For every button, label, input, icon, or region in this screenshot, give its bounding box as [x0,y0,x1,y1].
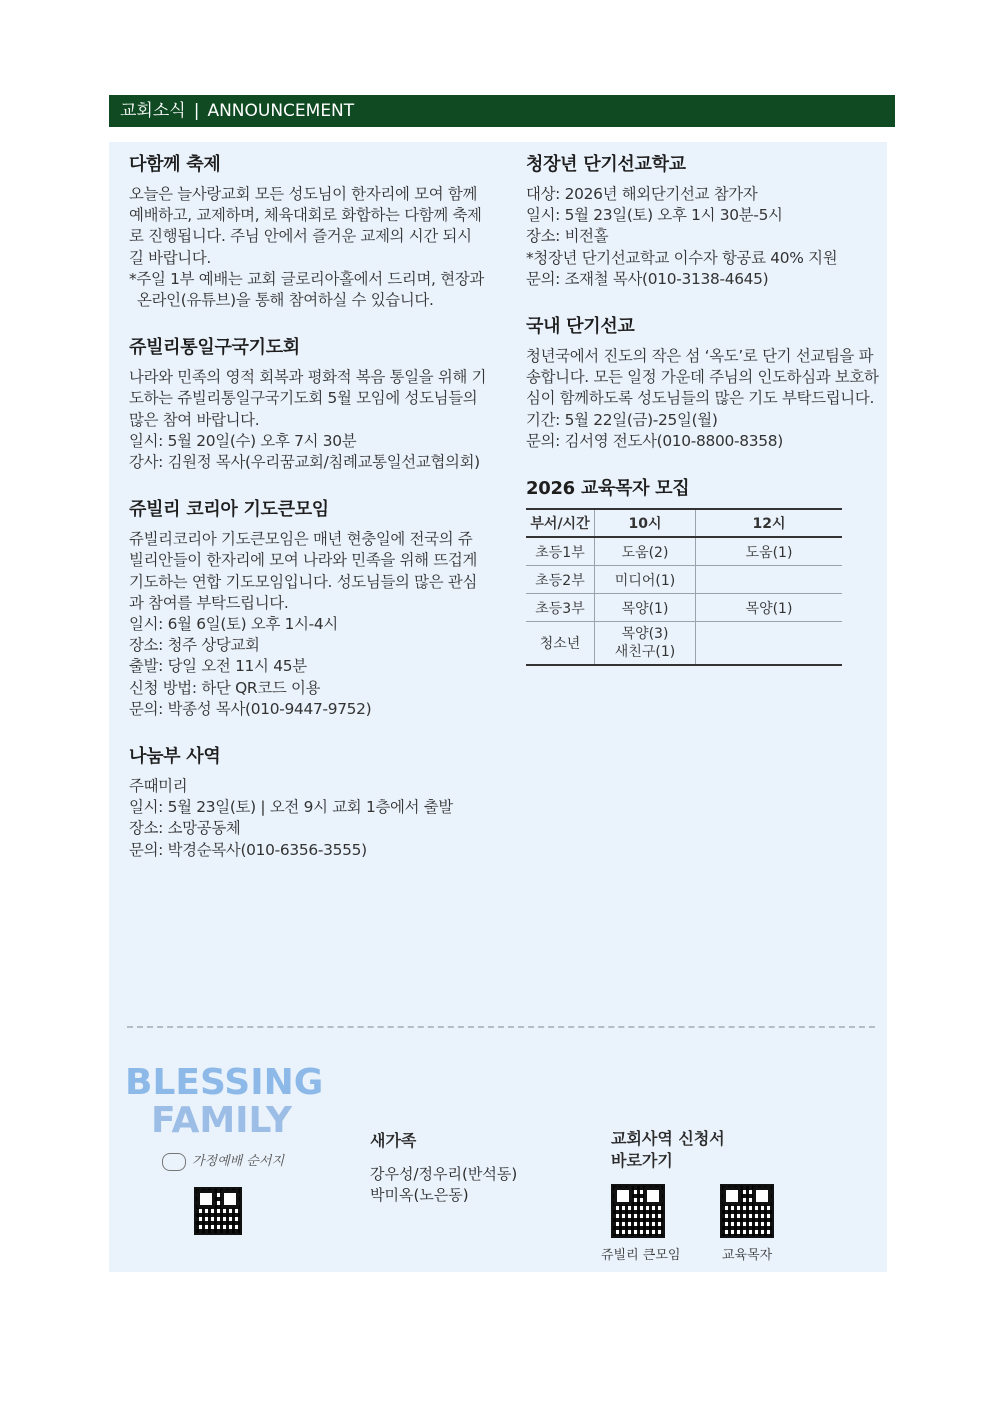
section-line: 기간: 5월 22일(금)-25일(월) [526,410,718,429]
table-row [526,622,842,666]
section-line: 일시: 6월 6일(토) 오후 1시-4시 [129,615,338,634]
new-family-title: 새가족 [370,1131,417,1150]
section-line: 문의: 김서영 전도사(010-8800-8358) [526,431,783,450]
table-row [526,537,842,566]
qr-code-icon[interactable] [611,1184,665,1238]
section-title: 나눔부 사역 [129,746,221,768]
blessing-family-logo [125,1064,325,1140]
table-cell: 청소년 [526,622,595,666]
qr-label: 쥬빌리 큰모임 [601,1248,681,1263]
table-cell [595,622,696,666]
section-line: *청장년 단기선교학교 이수자 항공료 40% 지원 [526,248,838,267]
left-column [129,150,501,883]
table-header-cell: 부서/시간 [526,509,595,537]
blessing-subtitle-text: 가정예배 순서지 [192,1154,285,1169]
section-line: 심이 함께하도록 성도님들의 많은 기도 부탁드립니다. [526,389,875,408]
section-line: 오늘은 늘사랑교회 모든 성도님이 한자리에 모여 함께 [129,185,478,203]
announcement-panel [109,142,887,1272]
qr-code-icon[interactable] [194,1187,242,1235]
right-column [526,150,886,688]
table-cell-line: 목양(3) [621,626,669,643]
section-line: 예배하고, 교제하며, 체육대회로 화합하는 다함께 축제 [129,206,482,225]
section-line: 장소: 청주 상당교회 [129,636,260,655]
qr-code-icon[interactable] [720,1184,774,1238]
table-cell: 초등3부 [526,594,595,622]
section-title: 국내 단기선교 [526,316,635,338]
header-title-ko: 교회소식 [120,101,186,121]
table-header-cell: 12시 [696,509,843,537]
table-cell: 목양(1) [696,594,843,622]
table-cell: 미디어(1) [595,566,696,594]
new-family-name: 박미옥(노은동) [370,1186,469,1204]
section-line: 쥬빌리코리아 기도큰모임은 매년 현충일에 전국의 쥬 [129,530,473,549]
section-jubilee-korea [129,495,501,720]
table-row [526,566,842,594]
recruit-table [526,508,842,666]
section-title: 쥬빌리 코리아 기도큰모임 [129,499,329,521]
application-subtitle: 바로가기 [611,1151,673,1170]
section-line: 온라인(유튜브)을 통해 참여하실 수 있습니다. [137,291,434,310]
section-line: 문의: 박종성 목사(010-9447-9752) [129,699,372,718]
section-line: 로 진행됩니다. 주님 안에서 즐거운 교제의 시간 되시 [129,227,472,246]
section-line: 청년국에서 진도의 작은 섬 ‘옥도’로 단기 선교팀을 파 [526,347,874,366]
family-word: FAMILY [151,1100,292,1141]
table-cell: 초등1부 [526,537,595,566]
section-line: 나라와 민족의 영적 회복과 평화적 복음 통일을 위해 기 [129,368,487,387]
section-recruit [526,474,886,666]
section-line: 장소: 소망공동체 [129,819,241,838]
section-line: 장소: 비전홀 [526,227,609,246]
section-line: 과 참여를 부탁드립니다. [129,593,289,612]
section-mission-school [526,150,886,290]
section-domestic-mission [526,312,886,452]
section-line: 주때미리 [129,777,188,796]
table-row [526,594,842,622]
table-cell-line: 새친구(1) [614,644,676,661]
ministry-application [611,1128,725,1172]
application-title: 교회사역 신청서 [611,1129,725,1148]
new-family [370,1128,517,1206]
section-line: 출발: 당일 오전 11시 45분 [129,657,307,676]
section-jubilee-prayer [129,333,501,473]
table-cell [696,622,843,666]
section-line: 문의: 박경순목사(010-6356-3555) [129,840,367,859]
section-line: 강사: 김원정 목사(우리꿈교회/침례교통일선교협의회) [129,453,480,472]
section-line: 일시: 5월 20일(수) 오후 7시 30분 [129,431,357,450]
section-sharing [129,742,501,861]
section-title: 2026 교육목자 모집 [526,478,690,500]
header-separator: | [193,101,200,121]
section-line: *주일 1부 예배는 교회 글로리아홀에서 드리며, 현장과 [129,269,484,288]
section-title: 다함께 축제 [129,154,221,175]
section-line: 대상: 2026년 해외단기선교 참가자 [526,185,758,203]
section-line: 송합니다. 모든 일정 가운데 주님의 인도하심과 보호하 [526,368,879,387]
section-line: 기도하는 연합 기도모임입니다. 성도님들의 많은 관심 [129,572,478,591]
section-title: 쥬빌리통일구국기도회 [129,337,300,359]
header-title-en: ANNOUNCEMENT [207,101,355,121]
section-line: 빌리안들이 한자리에 모여 나라와 민족을 위해 뜨겁게 [129,551,478,570]
section-line: 문의: 조재철 목사(010-3138-4645) [526,269,769,288]
section-line: 많은 참여 바랍니다. [129,410,260,429]
section-line: 신청 방법: 하단 QR코드 이용 [129,678,321,697]
section-line: 일시: 5월 23일(토) | 오전 9시 교회 1층에서 출발 [129,798,453,817]
section-line: 일시: 5월 23일(토) 오후 1시 30분-5시 [526,206,783,225]
section-line: 길 바랍니다. [129,248,212,267]
announcement-header [109,95,895,127]
family-icon [162,1153,186,1171]
blessing-subtitle [162,1150,284,1171]
table-cell [696,566,843,594]
table-cell: 초등2부 [526,566,595,594]
section-title: 청장년 단기선교학교 [526,154,686,175]
table-cell: 도움(1) [696,537,843,566]
dashed-divider [127,1026,875,1028]
table-header-row [526,509,842,537]
qr-label: 교육목자 [722,1248,773,1263]
table-cell: 도움(2) [595,537,696,566]
blessing-word: BLESSING [125,1062,324,1103]
section-line: 도하는 쥬빌리통일구국기도회 5월 모임에 성도님들의 [129,389,478,408]
new-family-name: 강우성/정우리(반석동) [370,1165,518,1183]
section-festival [129,150,501,311]
table-cell: 목양(1) [595,594,696,622]
table-header-cell: 10시 [595,509,696,537]
